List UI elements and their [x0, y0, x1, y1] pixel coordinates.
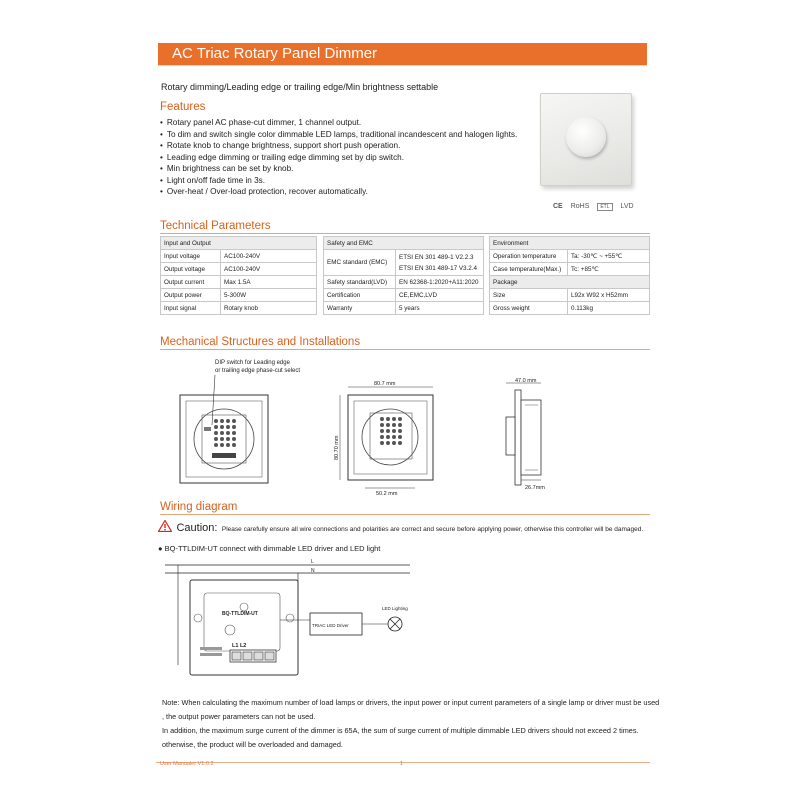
table-header: Package	[490, 276, 650, 289]
product-knob	[566, 117, 606, 157]
wiring-heading: Wiring diagram	[160, 501, 238, 513]
table-row	[324, 289, 484, 302]
technical-divider	[160, 233, 650, 234]
dim-knob-label: 26.7mm	[525, 485, 545, 491]
dimmer-back-panel	[190, 580, 298, 675]
table-row	[490, 263, 650, 276]
param-label: Input signal	[161, 302, 221, 315]
features-heading: Features	[160, 101, 206, 113]
table-row	[324, 276, 484, 289]
table-row	[490, 289, 650, 302]
caution-text: Please carefully ensure all wire connections and polarities are correct and secure before applying power, otherwise this controller will be damaged.	[221, 526, 644, 533]
param-label: Safety standard(LVD)	[324, 276, 396, 289]
param-label: Size	[490, 289, 568, 302]
feature-item: • Leading edge dimming or trailing edge dimming set by dip switch.	[160, 152, 540, 164]
feature-item: • To dim and switch single color dimmable LED lamps, traditional incandescent and halogen lights.	[160, 129, 540, 141]
features-list	[160, 117, 540, 198]
table-row	[324, 250, 484, 276]
dip-note-line-2: or trailing edge phase-cut select	[215, 368, 301, 374]
table-row	[161, 302, 317, 315]
param-label: Warranty	[324, 302, 396, 315]
connect-text: BQ-TTLDIM-UT connect with dimmable LED driver and LED light	[164, 544, 381, 553]
title-divider	[158, 65, 647, 66]
warning-icon	[158, 520, 172, 532]
param-label: EMC standard (EMC)	[324, 250, 396, 276]
dip-note-line-1: DIP switch for Leading edge	[215, 360, 290, 366]
note-line: otherwise, the product will be overloaded and damaged.	[162, 740, 343, 749]
emc-value: ETSI EN 301 489-1 V2.2.3	[399, 253, 474, 261]
feature-item: • Rotate knob to change brightness, support short push operation.	[160, 140, 540, 152]
table-row	[161, 263, 317, 276]
dim-width-label: 80.7 mm	[374, 381, 396, 387]
param-value: 5-300W	[221, 289, 317, 302]
rohs-mark: RoHS	[570, 203, 590, 210]
driver-label: TRIAC LED Driver	[312, 623, 349, 628]
feature-item: • Min brightness can be set by knob.	[160, 163, 540, 175]
table-row	[324, 302, 484, 315]
ce-mark: CE	[553, 203, 563, 210]
table-header: Environment	[490, 237, 650, 250]
param-value: 5 years	[396, 302, 484, 315]
page-number: 1	[400, 761, 404, 767]
dimension-drawing	[340, 387, 433, 488]
param-value: CE,EMC,LVD	[396, 289, 484, 302]
side-view-drawing	[506, 383, 541, 485]
table-header: Input and Output	[161, 237, 317, 250]
caution-label: Caution:	[176, 522, 218, 534]
table-row	[161, 250, 317, 263]
dim-depth-label: 47.0 mm	[515, 378, 537, 384]
mechanical-divider	[160, 349, 650, 350]
mechanical-heading: Mechanical Structures and Installations	[160, 336, 361, 348]
connect-caption: ● BQ-TTLDIM-UT connect with dimmable LED driver and LED light	[158, 544, 381, 553]
note-line: In addition, the maximum surge current of the dimmer is 65A, the sum of surge current of multiple dimmable LED drivers should not exceed 2 times.	[162, 726, 639, 735]
table-row	[490, 302, 650, 315]
param-value: Max 1.5A	[221, 276, 317, 289]
line-l-label: L	[311, 559, 314, 565]
table-row	[490, 250, 650, 263]
dim-inner-label: 50.2 mm	[376, 491, 398, 495]
environment-package-table	[489, 236, 650, 315]
param-label: Input voltage	[161, 250, 221, 263]
line-n-label: N	[311, 568, 315, 574]
param-label: Operation temperature	[490, 250, 568, 263]
table-row	[161, 289, 317, 302]
param-value: AC100-240V	[221, 263, 317, 276]
etl-mark: ETL	[597, 203, 612, 211]
caution-line	[158, 518, 643, 536]
param-value: Ta: -30℃ ~ +55℃	[568, 250, 650, 263]
param-value	[396, 250, 484, 276]
technical-heading: Technical Parameters	[160, 220, 271, 232]
param-label: Output voltage	[161, 263, 221, 276]
note-line: Note: When calculating the maximum number of load lamps or drivers, the input power or input current parameters of a single lamp or driver must be used	[162, 698, 660, 707]
feature-item: • Rotary panel AC phase-cut dimmer, 1 channel output.	[160, 117, 540, 129]
footer-manual: User Manualer V1.0.2	[160, 761, 214, 767]
mechanical-drawings	[160, 355, 640, 495]
wiring-divider	[160, 514, 650, 515]
input-output-table	[160, 236, 317, 315]
note-line: , the output power parameters can not be used.	[162, 712, 316, 721]
feature-item: • Over-heat / Over-load protection, recover automatically.	[160, 186, 540, 198]
param-value: Tc: +85℃	[568, 263, 650, 276]
param-label: Gross weight	[490, 302, 568, 315]
param-label: Case temperature(Max.)	[490, 263, 568, 276]
certification-marks	[553, 203, 640, 210]
device-label: BQ-TTLDIM-UT	[222, 611, 258, 617]
param-value: L92x W92 x H52mm	[568, 289, 650, 302]
param-label: Output power	[161, 289, 221, 302]
param-value: Rotary knob	[221, 302, 317, 315]
param-value: EN 62368-1:2020+A11:2020	[396, 276, 484, 289]
table-header: Safety and EMC	[324, 237, 484, 250]
param-value: AC100-240V	[221, 250, 317, 263]
wiring-diagram	[160, 555, 410, 685]
led-label: LED Lighting	[382, 606, 408, 611]
param-value: 0.113kg	[568, 302, 650, 315]
table-row	[161, 276, 317, 289]
safety-emc-table	[323, 236, 484, 315]
param-label: Output current	[161, 276, 221, 289]
title-banner	[158, 43, 647, 65]
terminal-labels: L1 L2	[232, 643, 247, 649]
front-view-drawing	[180, 375, 268, 483]
lvd-mark: LVD	[620, 203, 634, 210]
page-title: AC Triac Rotary Panel Dimmer	[172, 45, 378, 62]
emc-value: ETSI EN 301 489-17 V3.2.4	[399, 264, 478, 272]
page-subtitle: Rotary dimming/Leading edge or trailing edge/Min brightness settable	[161, 82, 439, 92]
dim-height-label: 80.70 mm	[334, 435, 340, 460]
param-label: Certification	[324, 289, 396, 302]
feature-item: • Light on/off fade time in 3s.	[160, 175, 540, 187]
